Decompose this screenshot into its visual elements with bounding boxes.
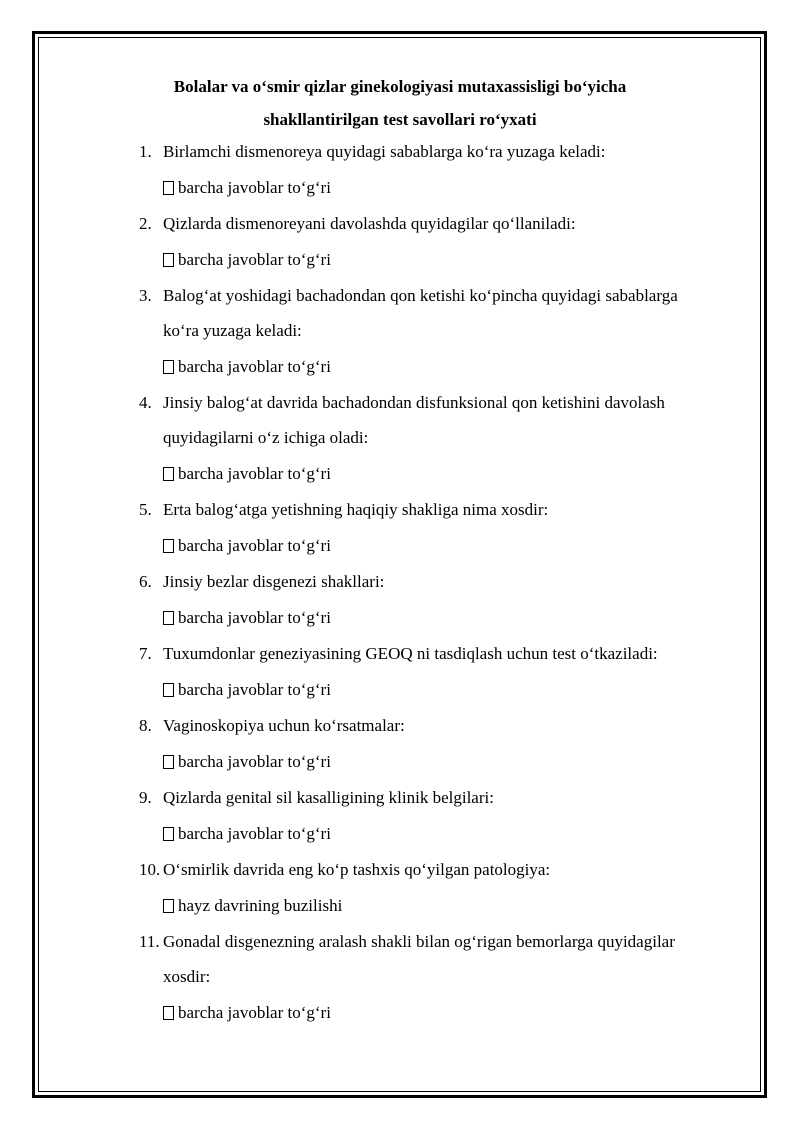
question-text: Jinsiy bezlar disgenezi shakllari: bbox=[163, 572, 385, 591]
question-number: 9. bbox=[139, 788, 152, 807]
question-text: Vaginoskopiya uchun ko‘rsatmalar: bbox=[163, 716, 405, 735]
answer-option bbox=[163, 752, 331, 772]
question-text: O‘smirlik davrida eng ko‘p tashxis qo‘yilgan patologiya: bbox=[163, 860, 551, 879]
question-number: 3. bbox=[139, 286, 152, 305]
question-text: Qizlarda dismenoreyani davolashda quyidagilar qo‘llaniladi: bbox=[163, 214, 576, 233]
checkbox-icon bbox=[163, 755, 174, 769]
document-title-line-2: shakllantirilgan test savollari ro‘yxati bbox=[263, 110, 537, 129]
answer-text: barcha javoblar to‘g‘ri bbox=[178, 536, 331, 555]
question-text: Balog‘at yoshidagi bachadondan qon ketishi ko‘pincha quyidagi sabablarga bbox=[163, 286, 678, 305]
question-number: 11. bbox=[139, 932, 160, 951]
answer-option bbox=[163, 178, 331, 198]
checkbox-icon bbox=[163, 181, 174, 195]
answer-text: barcha javoblar to‘g‘ri bbox=[178, 250, 331, 269]
answer-text: barcha javoblar to‘g‘ri bbox=[178, 1003, 331, 1022]
answer-text: barcha javoblar to‘g‘ri bbox=[178, 824, 331, 843]
question-number: 2. bbox=[139, 214, 152, 233]
question-number: 8. bbox=[139, 716, 152, 735]
checkbox-icon bbox=[163, 1006, 174, 1020]
answer-text: hayz davrining buzilishi bbox=[178, 896, 343, 915]
question-number: 1. bbox=[139, 142, 152, 161]
question-number: 6. bbox=[139, 572, 152, 591]
answer-option bbox=[163, 464, 331, 484]
document-title-line-1: Bolalar va o‘smir qizlar ginekologiyasi mutaxassisligi bo‘yicha bbox=[173, 77, 627, 96]
checkbox-icon bbox=[163, 827, 174, 841]
question-number: 5. bbox=[139, 500, 152, 519]
question-text: xosdir: bbox=[163, 967, 211, 986]
question-number: 10. bbox=[139, 860, 161, 879]
question-text: Birlamchi dismenoreya quyidagi sabablarga ko‘ra yuzaga keladi: bbox=[163, 142, 606, 161]
answer-text: barcha javoblar to‘g‘ri bbox=[178, 178, 331, 197]
answer-option bbox=[163, 357, 331, 377]
question-text: Tuxumdonlar geneziyasining GEOQ ni tasdiqlash uchun test o‘tkaziladi: bbox=[163, 644, 658, 663]
answer-option bbox=[163, 536, 331, 556]
checkbox-icon bbox=[163, 467, 174, 481]
answer-text: barcha javoblar to‘g‘ri bbox=[178, 680, 331, 699]
question-number: 7. bbox=[139, 644, 152, 663]
answer-text: barcha javoblar to‘g‘ri bbox=[178, 752, 331, 771]
checkbox-icon bbox=[163, 683, 174, 697]
answer-option bbox=[163, 824, 331, 844]
checkbox-icon bbox=[163, 360, 174, 374]
checkbox-icon bbox=[163, 253, 174, 267]
answer-option bbox=[163, 896, 342, 916]
answer-text: barcha javoblar to‘g‘ri bbox=[178, 357, 331, 376]
checkbox-icon bbox=[163, 899, 174, 913]
question-text: quyidagilarni o‘z ichiga oladi: bbox=[163, 428, 369, 447]
answer-option bbox=[163, 608, 331, 628]
answer-option bbox=[163, 1003, 331, 1023]
question-number: 4. bbox=[139, 393, 152, 412]
answer-text: barcha javoblar to‘g‘ri bbox=[178, 464, 331, 483]
question-text: Jinsiy balog‘at davrida bachadondan disfunksional qon ketishini davolash bbox=[163, 393, 665, 412]
answer-option bbox=[163, 250, 331, 270]
checkbox-icon bbox=[163, 539, 174, 553]
answer-option bbox=[163, 680, 331, 700]
question-text: Gonadal disgenezning aralash shakli bilan og‘rigan bemorlarga quyidagilar bbox=[163, 932, 675, 951]
checkbox-icon bbox=[163, 611, 174, 625]
answer-text: barcha javoblar to‘g‘ri bbox=[178, 608, 331, 627]
question-text: Erta balog‘atga yetishning haqiqiy shakliga nima xosdir: bbox=[163, 500, 549, 519]
question-text: Qizlarda genital sil kasalligining klinik belgilari: bbox=[163, 788, 494, 807]
question-text: ko‘ra yuzaga keladi: bbox=[163, 321, 302, 340]
